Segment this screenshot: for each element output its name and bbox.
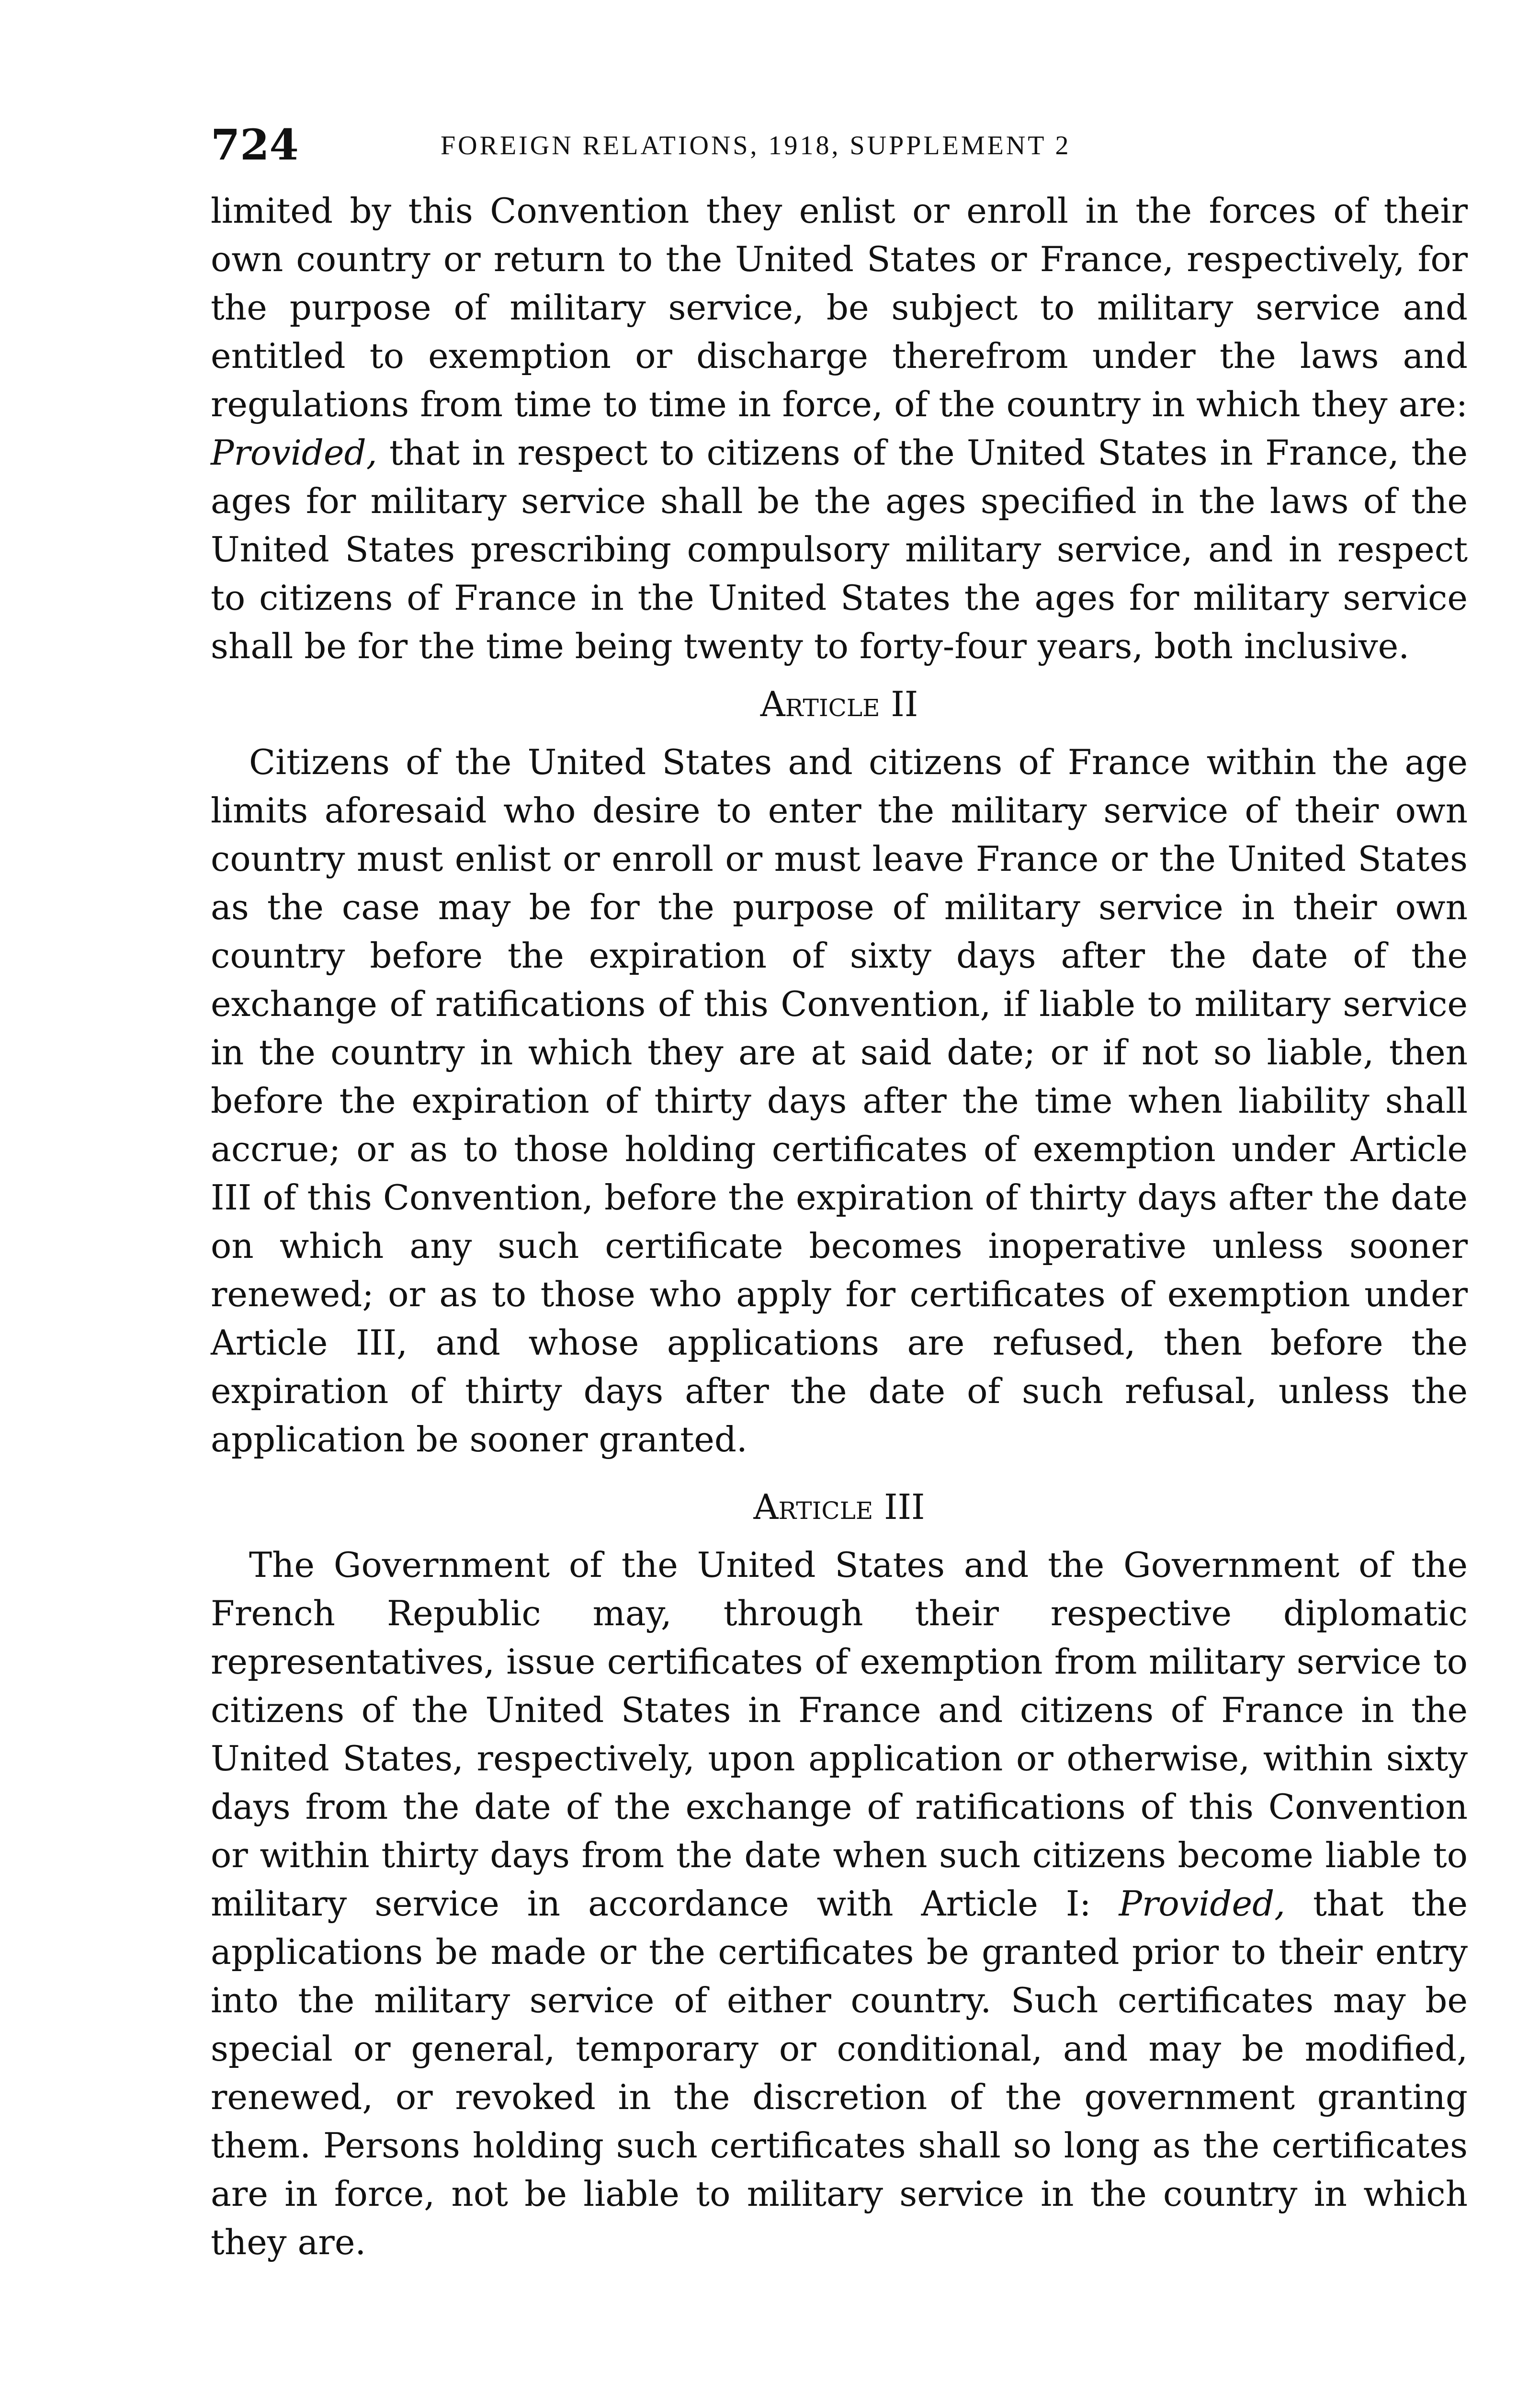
running-head: FOREIGN RELATIONS, 1918, SUPPLEMENT 2 <box>441 131 1071 160</box>
article-2-heading: Article II <box>760 684 918 724</box>
article-3-text-part2: that the applications be made or the certificates be granted prior to their entry into the military service of either country. Such certificates may be special or general, temporary or conditional, and may be modified, renewed, or revoked in the discretion of the government granting them. Persons holding such certificates shall so long as the certificates are in force, not be liable to military service in the country in which they are. <box>211 1883 1468 2262</box>
article-1-text-part2: that in respect to citizens of the United States in France, the ages for military service shall be the ages specified in the laws of the United States prescribing compulsory military service, and in respect to citizens of France in the United States the ages for military service shall be for the time being twenty to forty-four years, both inclusive. <box>211 433 1468 666</box>
page-number: 724 <box>211 120 299 170</box>
page-header <box>211 120 1468 177</box>
article-3-heading: Article III <box>753 1487 925 1527</box>
article-1-continuation <box>211 187 1468 671</box>
body-text <box>211 187 1468 2267</box>
document-page <box>211 120 1468 2267</box>
article-3-text-part1: The Government of the United States and the Government of the French Republic may, through their respective diplomatic representatives, issue certificates of exemption from military service to citizens of the United States in France and citizens of France in the United States, respectively, upon application or otherwise, within sixty days from the date of the exchange of ratifications of this Convention or within thirty days from the date when such citizens become liable to military service in accordance with Article I: <box>211 1545 1468 1924</box>
article-1-proviso: Provided, <box>211 433 377 473</box>
article-2-text: Citizens of the United States and citizens of France within the age limits aforesaid who desire to enter the military service of their own country must enlist or enroll or must leave France or the United States as the case may be for the purpose of military service in their own country before the expiration of sixty days after the date of the exchange of ratifications of this Convention, if liable to military service in the country in which they are at said date; or if not so liable, then before the expiration of thirty days after the time when liability shall accrue; or as to those holding certificates of exemption under Article III of this Convention, before the expiration of thirty days after the date on which any such certificate becomes inoperative unless sooner renewed; or as to those who apply for certificates of exemption under Article III, and whose applications are refused, then before the expiration of thirty days after the date of such refusal, unless the application be sooner granted. <box>211 742 1468 1460</box>
article-3-proviso: Provided, <box>1119 1883 1286 1924</box>
article-3-text <box>211 1541 1468 2267</box>
article-1-text-part1: limited by this Convention they enlist or enroll in the forces of their own country or return to the United States or France, respectively, for the purpose of military service, be subject to military service and entitled to exemption or discharge therefrom under the laws and regulations from time to time in force, of the country in which they are: <box>211 191 1468 424</box>
